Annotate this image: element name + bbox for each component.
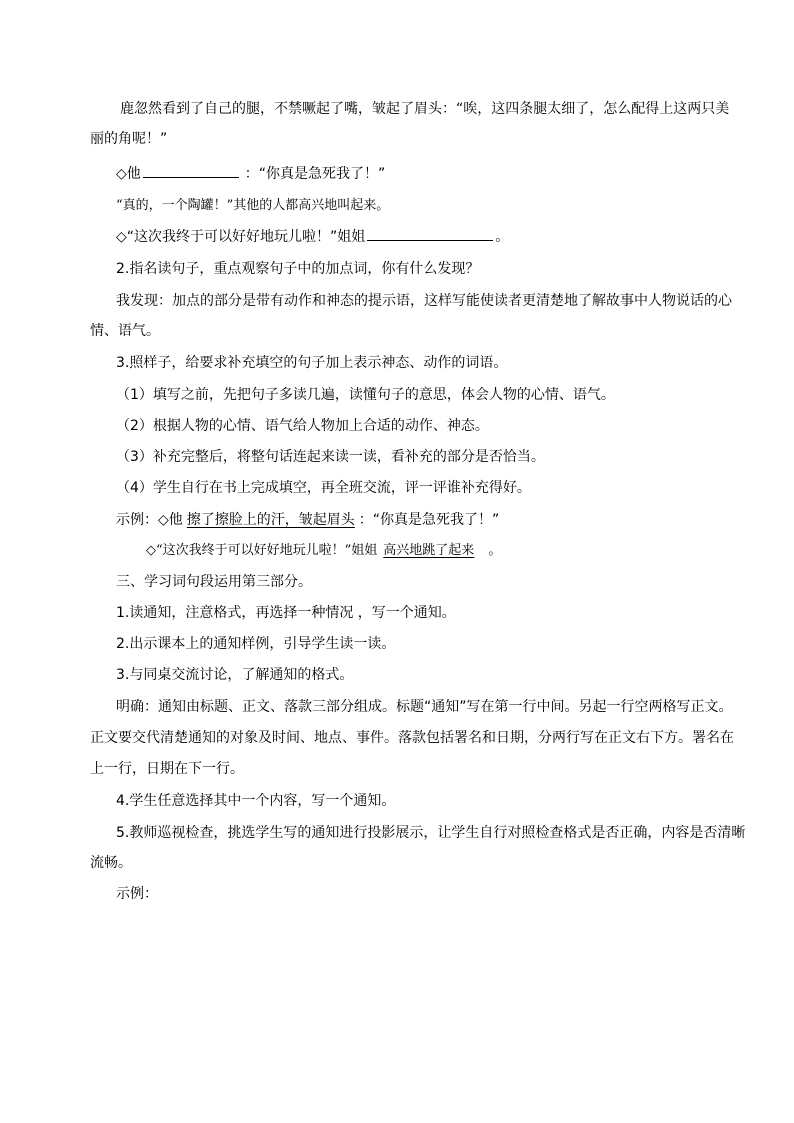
sentence-prefix: ◇他 xyxy=(116,166,141,182)
paragraph-line: 丽的角呢！” xyxy=(90,131,168,147)
sentence-prefix: ◇“这次我终于可以好好地玩儿啦！”姐姐 xyxy=(116,229,366,245)
paragraph-line: 情、语气。 xyxy=(90,323,160,339)
example-sentence xyxy=(146,540,501,562)
paragraph-line: 我发现：加点的部分是带有动作和神态的提示语，这样写能使读者更清楚地了解故事中人物说话的心 xyxy=(116,293,732,309)
numbered-item: 2.指名读句子，重点观察句子中的加点词，你有什么发现？ xyxy=(116,261,480,277)
step-item: （4）学生自行在书上完成填空，再全班交流，评一评谁补充得好。 xyxy=(116,480,531,496)
example-label: 示例： xyxy=(116,886,158,902)
sentence-suffix: 。 xyxy=(495,229,510,245)
numbered-item: 2.出示课本上的通知样例，引导学生读一读。 xyxy=(116,636,396,652)
paragraph-line: 上一行，日期在下一行。 xyxy=(90,761,244,777)
fill-in-sentence xyxy=(116,226,509,248)
example-prefix: ◇“这次我终于可以好好地玩儿啦！”姐姐 xyxy=(146,543,378,558)
example-answer: 高兴地跳了起来 xyxy=(383,543,475,558)
fill-in-sentence xyxy=(116,163,385,185)
example-sentence xyxy=(116,509,499,531)
step-item: （1）填写之前，先把句子多读几遍，读懂句子的意思，体会人物的心情、语气。 xyxy=(116,387,615,403)
example-prefix: 示例：◇他 xyxy=(116,512,183,528)
paragraph-line: 明确：通知由标题、正文、落款三部分组成。标题“通知”写在第一行中间。另起一行空两格写正文。 xyxy=(116,699,733,715)
numbered-item: 3.与同桌交流讨论，了解通知的格式。 xyxy=(116,667,354,683)
numbered-item: 1.读通知，注意格式，再选择一种情况 ，写一个通知。 xyxy=(116,605,456,621)
paragraph-line: 5.教师巡视检查，挑选学生写的通知进行投影展示，让学生自行对照检查格式是否正确，内容是否清晰 xyxy=(116,825,746,841)
example-suffix: ：“你真是急死我了！” xyxy=(358,512,500,528)
numbered-item: 3.照样子，给要求补充填空的句子加上表示神态、动作的词语。 xyxy=(116,355,508,371)
paragraph-line: 正文要交代清楚通知的对象及时间、地点、事件。落款包括署名和日期，分两行写在正文右下方。署名在 xyxy=(90,730,734,746)
answer-blank xyxy=(367,226,493,241)
sentence-suffix: ：“你真是急死我了！” xyxy=(244,166,386,182)
numbered-item: 4.学生任意选择其中一个内容，写一个通知。 xyxy=(116,793,396,809)
section-heading: 三、学习词句段运用第三部分。 xyxy=(116,574,312,590)
paragraph-line: 流畅。 xyxy=(90,855,132,871)
quote-line: “真的，一个陶罐！”其他的人都高兴地叫起来。 xyxy=(116,198,390,213)
example-suffix: 。 xyxy=(488,543,502,558)
step-item: （2）根据人物的心情、语气给人物加上合适的动作、神态。 xyxy=(116,418,489,434)
step-item: （3）补充完整后，将整句话连起来读一读，看补充的部分是否恰当。 xyxy=(116,449,545,465)
paragraph-line: 鹿忽然看到了自己的腿，不禁噘起了嘴，皱起了眉头：“唉，这四条腿太细了，怎么配得上这两只美 xyxy=(120,101,730,117)
example-answer: 擦了擦脸上的汗，皱起眉头 xyxy=(186,512,355,528)
answer-blank xyxy=(143,163,239,178)
